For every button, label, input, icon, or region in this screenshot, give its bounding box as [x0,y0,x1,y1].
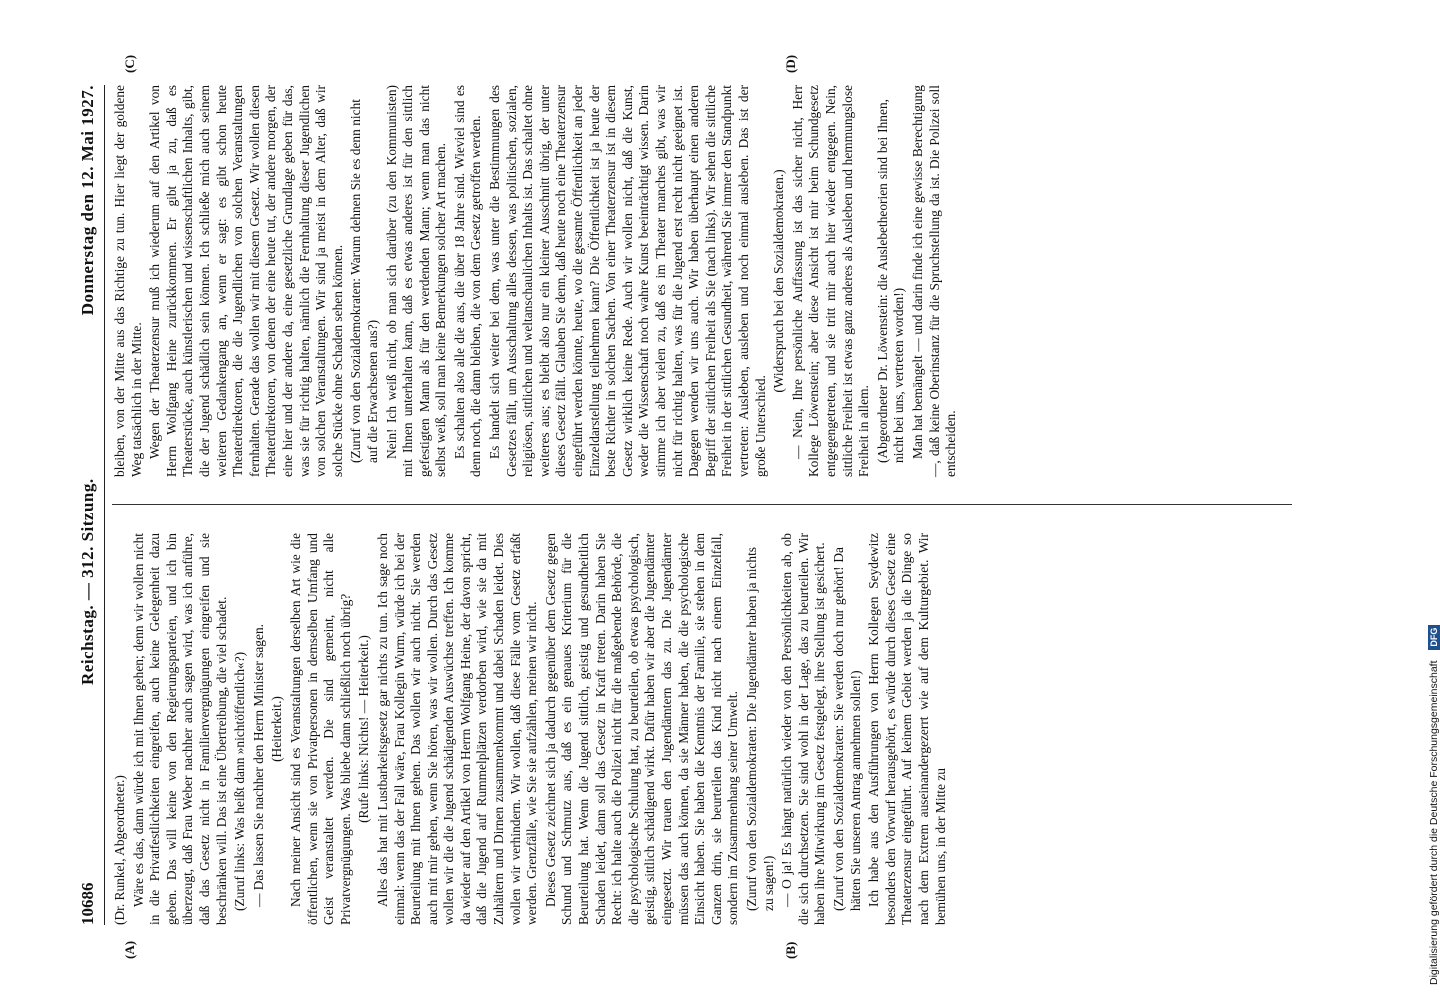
margin-marker-a: (A) [122,940,137,959]
paragraph: Nach meiner Ansicht sind es Veranstaltungen derselben Art wie die öffentlichen, wenn sie von Privatpersonen in demselben Umfang und Geist veranstaltet werden. Die sind gemeint, nicht alle Privatvergnügungen. Was bliebe dann schließlich noch übrig? [287,533,353,925]
paragraph: Man hat bemängelt — und darin finde ich eine gewisse Berechtigung —, daß keine Oberinstanz für die Spruchstellung da ist. Die Polizei soll entscheiden. [909,85,959,477]
paragraph: Wegen der Theaterzensur muß ich wiederum auf den Artikel von Herrn Wolfgang Heine zurückkommen. Er gibt ja zu, daß es Theaterstücke, auch künstlerischen und wissenschaftlichen Inhalts, gibt, die der Jugend schädlich sein können. Ich schließe mich auch seinem weiteren Gedankengang an, wenn er sagt: es gibt schon heute Theaterdirektoren, die die Jugendlichen von solchen Veranstaltungen fernhalten. Gerade das wollen wir mit diesem Gesetz. Wir wollen diesen Theaterdirektoren, von denen der eine heute tut, der andere morgen, der eine hier und der andere da, eine gesetzliche Grundlage geben für das, was sie für richtig halten, nämlich die Fernhaltung dieser Jugendlichen von solchen Veranstaltungen. Wir sind ja meist in dem Alter, daß wir solche Stücke ohne Schaden sehen können. [147,85,345,477]
speaker-line: (Dr. Runkel, Abgeordneter.) [112,775,127,925]
paragraph: Ich habe aus den Ausführungen von Herrn Kollegen Seydewitz besonders den Vorwurf herausgehört, es würde durch dieses Gesetz eine Theaterzensur eingeführt. Auf keinem Gebiet werden ja die Dinge so nach dem Extrem auseinandergezerrt wie auf dem Kulturgebiet. Wir bemühen uns, in der Mitte zu [866,533,948,925]
page-header [78,85,105,925]
margin-marker-d: (D) [783,54,798,73]
paragraph: Alles das hat mit Lustbarkeitsgesetz gar nichts zu tun. Ich sage noch einmal: wenn das der Fall wäre, Frau Kollegin Wurm, würde ich bei der Beurteilung mit Ihnen gehen. Das wollen wir auch nicht. Sie werden auch mit mir gehen, wenn Sie hören, was wir wollen. Durch das Gesetz wollen wir die die Jugend schädigenden Auswüchse treffen. Ich komme da wieder auf den Artikel von Herrn Wolfgang Heine, der davon spricht, daß die Jugend auf Rummelplätzen verdorben wird, wie sie da mit Zuhältern und Dirnen zusammenkommt und dabei Schaden leidet. Dies wollen wir verhindern. Wir wollen, daß diese Fälle vom Gesetz erfaßt werden. Grenzfälle, wie Sie sie aufzählen, meinen wir nicht. [374,533,540,925]
paragraph: Dieses Gesetz zeichnet sich ja dadurch gegenüber dem Gesetz gegen Schund und Schmutz aus, daß es ein genaues Kriterium für die Beurteilung hat. Wenn die Jugend sittlich, geistig und gesundheitlich Schaden leidet, dann soll das Gesetz in Kraft treten. Darin haben Sie Recht: ich halte auch die Polizei nicht für die maßgebende Behörde, die die psychologische Schulung hat, zu beurteilen, ob etwas psychologisch, geistig, sittlich schädigend wirkt. Dafür haben wir aber die Jugendämter eingesetzt. Wir trauen den Jugendämtern das zu. Die Jugendämter müssen das auch können, da sie Männer haben, die die psychologische Einsicht haben. Sie haben die Kenntnis der Familie, sie stehen in dem Ganzen drin, sie beurteilen das Kind nicht nach einem Einzelfall, sondern im Zusammenhang seiner Umwelt. [542,533,741,925]
rotated-scan-page [78,54,1308,959]
margin-marker-c: (C) [122,54,137,73]
paragraph: Nein! Ich weiß nicht, ob man sich darüber (zu den Kommunisten) mit Ihnen unterhalten kann, daß es etwas anderes ist für den sittlich gefestigten Mann als für den werdenden Mann; wenn man das nicht selbst weiß, soll man keine Bemerkungen solcher Art machen. [383,85,449,477]
interjection: (Zuruf von den Sozialdemokraten: Die Jugendämter haben ja nichts zu sagen!) [743,547,776,911]
paragraph: — O ja! Es hängt natürlich wieder von den Persönlichkeiten ab, ob die sich durchsetzen. Sie sind wohl in der Lage, das zu beurteilen. Wir haben ihre Mitwirkung im Gesetz festgelegt, ihre Stellung ist gesichert. [779,533,828,925]
dfg-logo: DFG [1428,625,1440,650]
left-text-column [112,533,1302,925]
page-number: 10686 [78,882,97,925]
paragraph: — Das lassen Sie nachher den Herrn Minister sagen. [250,624,266,907]
column-divider [112,504,1292,505]
credit-text: Digitalisierung gefördert durch die Deutsche Forschungsgemeinschaft [1428,660,1440,985]
interjection: (Widerspruch bei den Sozialdemokraten.) [771,169,787,393]
interjection: (Zuruf von den Sozialdemokraten: Sie werden doch nur gehört! Da hätten Sie unseren Antrag annehmen sollen!) [830,547,863,911]
interjection: (Zuruf links: Was heißt dann »nichtöffentlich«?) [232,651,248,911]
right-text-column [112,85,1302,477]
paragraph: — Nein, Ihre persönliche Auffassung ist das sicher nicht, Herr Kollege Löwenstein; aber diese Ansicht ist mir beim Schundgesetz entgegengetreten, und sie tritt mir auch hier wieder entgegen. Nein, sittliche Freiheit ist etwas ganz anderes als Ausleben und hemmungslose Freiheit in allem. [789,85,872,477]
session-date: Donnerstag den 12. Mai 1927. [78,85,97,316]
interjection: (Zuruf von den Sozialdemokraten: Warum dehnen Sie es denn nicht auf die Erwachsenen aus?) [348,99,380,463]
paragraph: bleiben, von der Mitte aus das Richtige zu tun. Hier liegt der goldene Weg tatsächlich in der Mitte. [112,85,144,477]
margin-marker-b: (B) [783,941,798,959]
session-title: Reichstag. — 312. Sitzung. [78,478,97,685]
interjection: (Abgeordneter Dr. Löwenstein: die Auslebetheorien sind bei Ihnen, nicht bei uns, vertreten worden!) [874,99,907,463]
paragraph: Es schalten also alle die aus, die über 18 Jahre sind. Wieviel sind es denn noch, die dann bleiben, die von dem Gesetz getroffen werden. [451,85,484,477]
paragraph: Es handelt sich weiter bei dem, was unter die Bestimmungen des Gesetzes fällt, um Ausschaltung alles dessen, was politischen, sozialen, religiösen, sittlichen und weltanschaulichen Inhalts ist. Das schaltet ohne weiteres aus; es bleibt also nur ein kleiner Ausschnitt übrig, der unter dieses Gesetz fällt. Glauben Sie denn, daß heute noch eine Theaterzensur eingeführt werden könnte, heute, wo die gesamte Öffentlichkeit an jeder Einzeldarstellung teilnehmen kann? Die Öffentlichkeit ist ja heute der beste Richter in solchen Sachen. Von einer Theaterzensur ist in diesem Gesetz wirklich keine Rede. Auch wir wollen nicht, daß die Kunst, weder die Wissenschaft noch wahre Kunst beeinträchtigt wissen. Darin stimme ich aber vielen zu, daß es im Theater manches gibt, was wir nicht für richtig halten, was für die Jugend erst recht nicht geeignet ist. Dagegen wenden wir uns auch. Wir haben überhaupt einen anderen Begriff der sittlichen Freiheit als Sie (nach links). Wir sehen die sittliche Freiheit in der sittlichen Gesundheit, während Sie immer den Standpunkt vertreten: Ausleben, ausleben und noch einmal ausleben. Das ist der große Unterschied. [487,85,768,477]
interjection: (Heiterkeit.) [269,696,285,762]
paragraph: Wäre es das, dann würde ich mit Ihnen gehen; denn wir wollen nicht in die Privatfestlichkeiten eingreifen, auch keine Gelegenheit dazu geben. Das will keine von den Regierungsparteien, und ich bin überzeugt, daß Frau Weber nachher auch sagen wird, was ich anführe, daß das Gesetz nicht in Familienvergnügungen eingreifen und sie beschränken will. Das ist eine Übertreibung, die viel schadet. [130,533,229,925]
interjection: (Rufe links: Nichts! — Heiterkeit.) [356,635,372,823]
digitization-credit [1428,625,1440,985]
